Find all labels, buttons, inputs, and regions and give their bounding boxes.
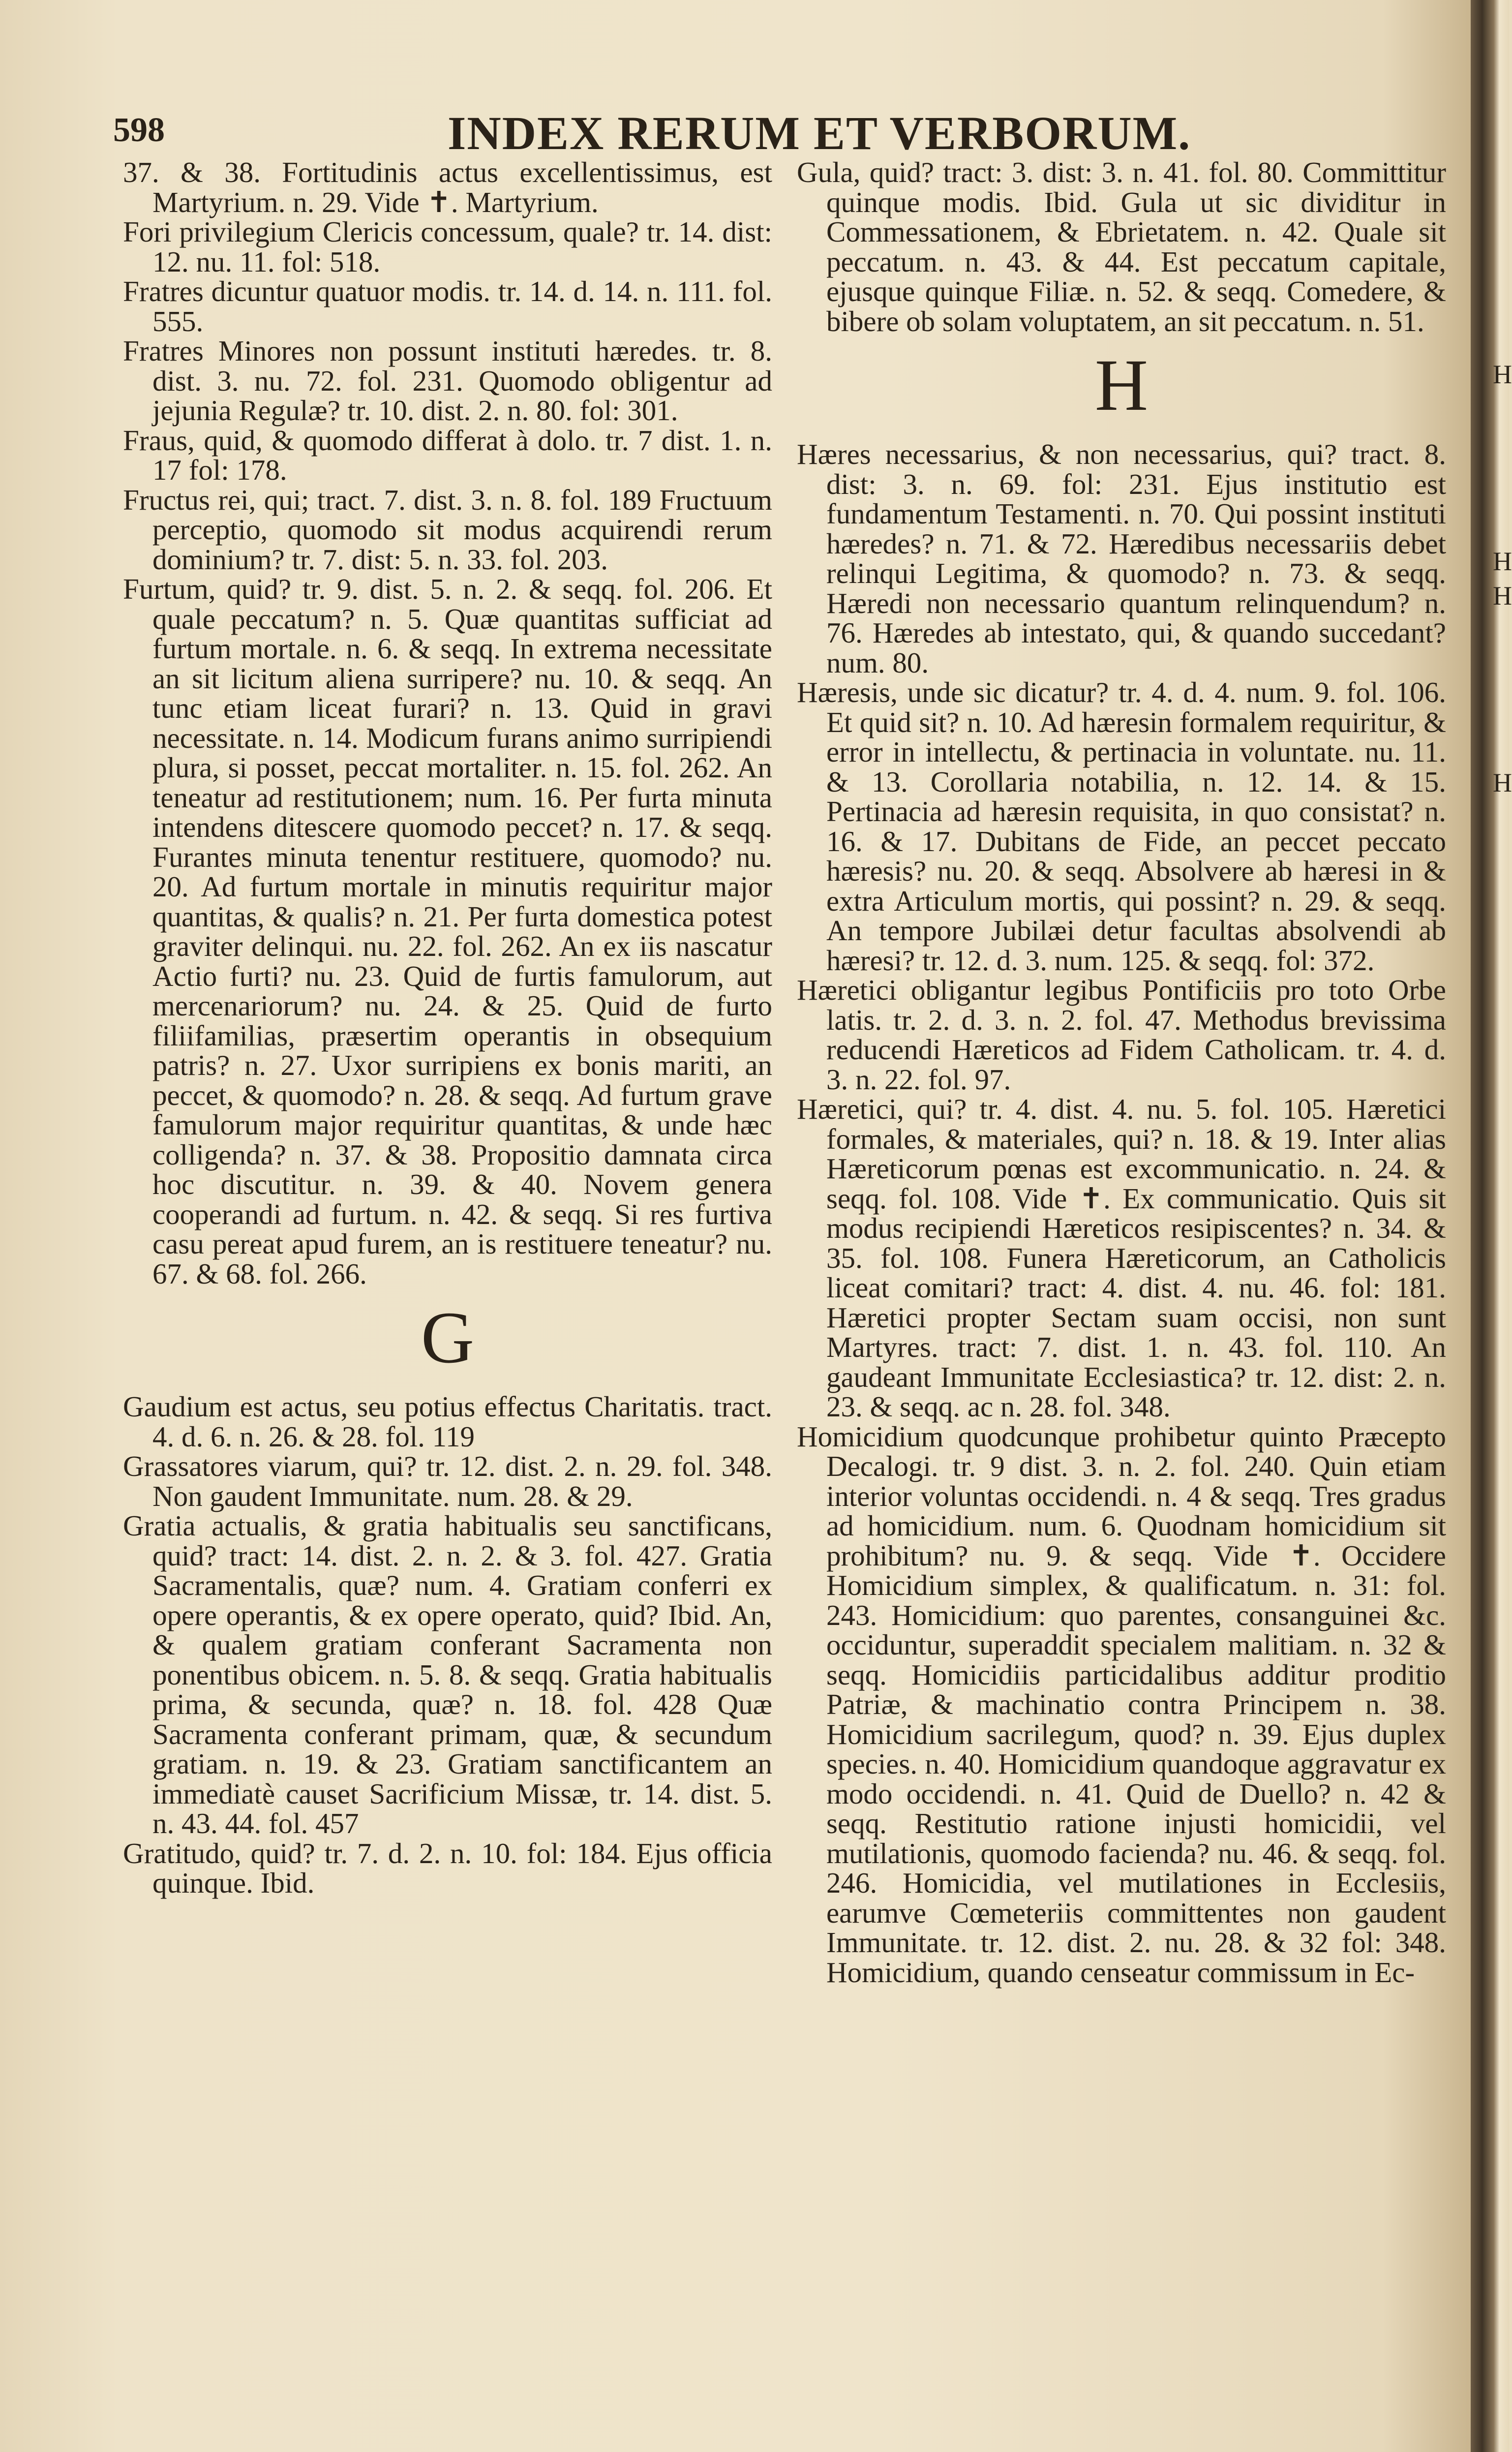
index-entry: Gratitudo, quid? tr. 7. d. 2. n. 10. fol: 184. Ejus officia quinque. Ibid. [123,1837,772,1899]
index-entry: Hæretici obligantur legibus Pontificiis pro toto Orbe latis. tr. 2. d. 3. n. 2. fol. 47. Methodus brevissima reducendi Hæreticos ad Fidem Catholicam. tr. 4. d. 3. n. 22. fol. 97. [797,974,1446,1096]
index-entry: Hæres necessarius, & non necessarius, qui? tract. 8. dist: 3. n. 69. fol: 231. Ejus institutio est fundamentum Testamenti. n. 70. Qui possint instituti hæredes? n. 71. & 72. Hæredibus necessariis debet relinqui Legitima, & quomodo? n. 73. & seqq. Hæredi non necessario quantum relinquendum? n. 76. Hæredes ab intestato, qui, & quando succedant? num. 80. [797,438,1446,679]
index-entry: Furtum, quid? tr. 9. dist. 5. n. 2. & seqq. fol. 206. Et quale peccatum? n. 5. Quæ quantitas sufficiat ad furtum mortale. n. 6. & seqq. In extrema necessitate an sit licitum aliena surripere? nu. 10. & seqq. An tunc etiam liceat furari? n. 13. Quid in gravi necessitate. n. 14. Modicum furans animo surripiendi plura, si posset, peccat mortaliter. n. 15. fol. 262. An teneatur ad restitutionem; num. 16. Per furta minuta intendens ditescere quomodo peccet? n. 17. & seqq. Furantes minuta tenentur restituere, quomodo? nu. 20. Ad furtum mortale in minutis requiritur major quantitas, & qualis? n. 21. Per furta domestica potest graviter delinqui. nu. 22. fol. 262. An ex iis nascatur Actio furti? nu. 23. Quid de furtis famulorum, aut mercenariorum? nu. 24. & 25. Quid de furto filiifamilias, præsertim operantis in obsequium patris? n. 27. Uxor surripiens ex bonis mariti, an peccet, & quomodo? n. 28. & seqq. Ad furtum grave famulorum major requiritur quantitas, & unde hæc colligenda? n. 37. & 38. Propositio damnata circa hoc discutitur. n. 39. & 40. Novem genera cooperandi ad furtum. n. 42. & seqq. Si res furtiva casu pereat apud furem, an is restituere teneatur? nu. 67. & 68. fol. 266. [123,573,772,1290]
page-number: 598 [113,111,165,149]
right-column [797,157,1446,1987]
index-entry: 37. & 38. Fortitudinis actus excellentissimus, est Martyrium. n. 29. Vide ✝. Martyrium. [123,156,772,218]
index-entry: Gratia actualis, & gratia habitualis seu sanctificans, quid? tract: 14. dist. 2. n. 2. & 3. fol. 427. Gratia Sacramentalis, quæ? num. 4. Gratiam conferri ex opere operantis, & ex opere operato, quid? Ibid. An, & qualem gratiam conferant Sacramenta non ponentibus obicem. n. 5. 8. & seqq. Gratia habitualis prima, & secunda, quæ? n. 18. fol. 428 Quæ Sacramenta conferant primam, quæ, & secundum gratiam. n. 19. & 23. Gratiam sanctificantem an immediatè causet Sacrificium Missæ, tr. 14. dist. 5. n. 43. 44. fol. 457 [123,1509,772,1839]
index-entry: Homicidium quodcunque prohibetur quinto Præcepto Decalogi. tr. 9 dist. 3. n. 2. fol. 240. Quin etiam interior voluntas occidendi. n. 4 & seqq. Tres gradus ad homicidium. num. 6. Quodnam homicidium sit prohibitum? nu. 9. & seqq. Vide ✝. Occidere Homicidium simplex, & qualificatum. n. 31: fol. 243. Homicidium: quo parentes, consanguinei &c. occiduntur, superaddit specialem malitiam. n. 32 & seqq. Homicidiis particidalibus additur proditio Patriæ, & machinatio contra Principem n. 38. Homicidium sacrilegum, quod? n. 39. Ejus duplex species. n. 40. Homicidium quandoque aggravatur ex modo occidendi. n. 41. Quid de Duello? n. 42 & seqq. Restitutio ratione injusti homicidii, vel mutilationis, quomodo facienda? nu. 46. & seqq. fol. 246. Homicidia, vel mutilationes in Ecclesiis, earumve Cœmeteriis committentes non gaudent Immunitate. tr. 12. dist. 2. nu. 28. & 32 fol: 348. Homicidium, quando censeatur commissum in Ec- [797,1420,1446,1989]
index-entry: Hæretici, qui? tr. 4. dist. 4. nu. 5. fol. 105. Hæretici formales, & materiales, qui? n. 18. & 19. Inter alias Hæreticorum pœnas est excommunicatio. n. 24. & seqq. fol. 108. Vide ✝. Ex communicatio. Quis sit modus recipiendi Hæreticos resipiscentes? n. 34. & 35. fol. 108. Funera Hæreticorum, an Catholicis liceat comitari? tract: 4. dist. 4. nu. 46. fol: 181. Hæretici propter Sectam suam occisi, non sunt Martyres. tract: 7. dist. 1. n. 43. fol. 110. An gaudeant Immunitate Ecclesiastica? tr. 12. dist: 2. n. 23. & seqq. ac n. 28. fol. 348. [797,1093,1446,1423]
section-letter-g: G [421,1297,475,1379]
index-entry: Gula, quid? tract: 3. dist: 3. n. 41. fol. 80. Committitur quinque modis. Ibid. Gula ut sic dividitur in Commessationem, & Ebrietatem. n. 42. Quale sit peccatum. n. 43. & 44. Est peccatum capitale, ejusque quinque Filiæ. n. 52. & seqq. Comedere, & bibere ob solam voluptatem, an sit peccatum. n. 51. [797,156,1446,337]
index-entry: Fructus rei, qui; tract. 7. dist. 3. n. 8. fol. 189 Fructuum perceptio, quomodo sit modus acquirendi rerum dominium? tr. 7. dist: 5. n. 33. fol. 203. [123,483,772,576]
index-entry: Hæresis, unde sic dicatur? tr. 4. d. 4. num. 9. fol. 106. Et quid sit? n. 10. Ad hæresin formalem requiritur, & error in intellectu, & pertinacia in voluntate. nu. 11. & 13. Corollaria notabilia, n. 12. 14. & 15. Pertinacia ad hæresin requisita, in quo consistat? n. 16. & 17. Dubitans de Fide, an peccet peccato hæresis? nu. 20. & seqq. Absolvere ab hæresi in & extra Articulum mortis, qui possint? n. 29. & seqq. An tempore Jubilæi detur facultas absolvendi ab hæresi? tr. 12. d. 3. num. 125. & seqq. fol: 372. [797,676,1446,977]
index-entry: Fratres dicuntur quatuor modis. tr. 14. d. 14. n. 111. fol. 555. [123,275,772,337]
side-letter: H [1493,547,1512,576]
side-letter: H [1493,581,1512,611]
side-letter: H [1493,360,1512,389]
index-entry: Grassatores viarum, qui? tr. 12. dist. 2. n. 29. fol. 348. Non gaudent Immunitate. num. 28. & 29. [123,1450,772,1512]
index-entry: Fratres Minores non possunt instituti hæredes. tr. 8. dist. 3. nu. 72. fol. 231. Quomodo obligentur ad jejunia Regulæ? tr. 10. dist. 2. n. 80. fol: 301. [123,335,772,427]
running-title: INDEX RERUM ET VERBORUM. [448,107,1191,159]
section-letter-h: H [1094,344,1149,426]
page-header [113,106,1372,160]
side-letter: H [1493,768,1512,797]
left-column [123,157,772,1898]
index-entry: Fraus, quid, & quomodo differat à dolo. tr. 7 dist. 1. n. 17 fol: 178. [123,424,772,486]
index-entry: Gaudium est actus, seu potius effectus Charitatis. tract. 4. d. 6. n. 26. & 28. fol. 119 [123,1390,772,1453]
index-entry: Fori privilegium Clericis concessum, quale? tr. 14. dist: 12. nu. 11. fol: 518. [123,215,772,278]
